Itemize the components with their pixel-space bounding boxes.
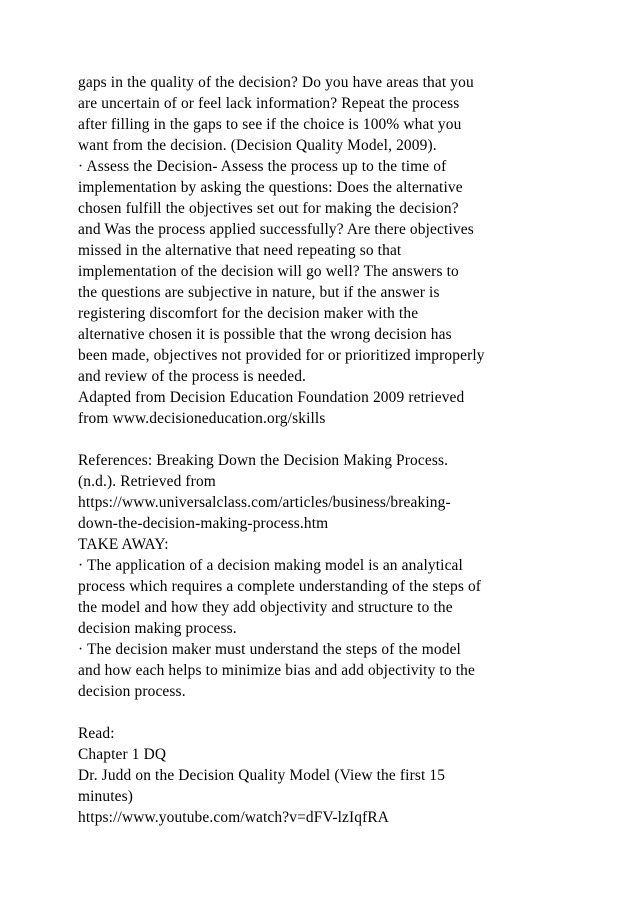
text-line: want from the decision. (Decision Quality Model, 2009). [78,137,437,154]
video-url-line: https://www.youtube.com/watch?v=dFV-lzIqfRA [78,809,390,826]
reference-line: (n.d.). Retrieved from [78,473,216,490]
reading-item: Chapter 1 DQ [78,746,167,763]
reference-url-line: down-the-decision-making-process.htm [78,515,329,532]
text-line: gaps in the quality of the decision? Do you have areas that you [78,74,474,91]
bullet-line: · Assess the Decision- Assess the process up to the time of [78,158,447,175]
text-line: implementation of the decision will go well? The answers to [78,263,459,280]
text-line: missed in the alternative that need repeating so that [78,242,402,259]
text-line: after filling in the gaps to see if the choice is 100% what you [78,116,462,133]
text-line: registering discomfort for the decision maker with the [78,305,419,322]
text-line: been made, objectives not provided for or prioritized improperly [78,347,485,364]
text-line: the model and how they add objectivity and structure to the [78,599,453,616]
text-line: implementation by asking the questions: Does the alternative [78,179,463,196]
bullet-line: · The decision maker must understand the steps of the model [78,641,461,658]
takeaway-heading: TAKE AWAY: [78,536,169,553]
text-line: and review of the process is needed. [78,368,307,385]
text-line: chosen fulfill the objectives set out for making the decision? [78,200,459,217]
text-line: are uncertain of or feel lack information? Repeat the process [78,95,460,112]
blank-line [78,429,618,450]
reference-url-line: https://www.universalclass.com/articles/business/breaking- [78,494,451,511]
reading-item: minutes) [78,788,134,805]
bullet-line: · The application of a decision making model is an analytical [78,557,463,574]
blank-line [78,702,618,723]
read-heading: Read: [78,725,115,742]
attribution-line: Adapted from Decision Education Foundation 2009 retrieved [78,389,465,406]
reference-line: References: Breaking Down the Decision Making Process. [78,452,449,469]
text-line: and how each helps to minimize bias and add objectivity to the [78,662,475,679]
text-line: the questions are subjective in nature, but if the answer is [78,284,440,301]
document-body [78,72,618,828]
text-line: process which requires a complete understanding of the steps of [78,578,482,595]
text-line: decision process. [78,683,186,700]
text-line: and Was the process applied successfully? Are there objectives [78,221,474,238]
text-line: decision making process. [78,620,237,637]
attribution-line: from www.decisioneducation.org/skills [78,410,326,427]
text-line: alternative chosen it is possible that the wrong decision has [78,326,452,343]
reading-item: Dr. Judd on the Decision Quality Model (View the first 15 [78,767,446,784]
